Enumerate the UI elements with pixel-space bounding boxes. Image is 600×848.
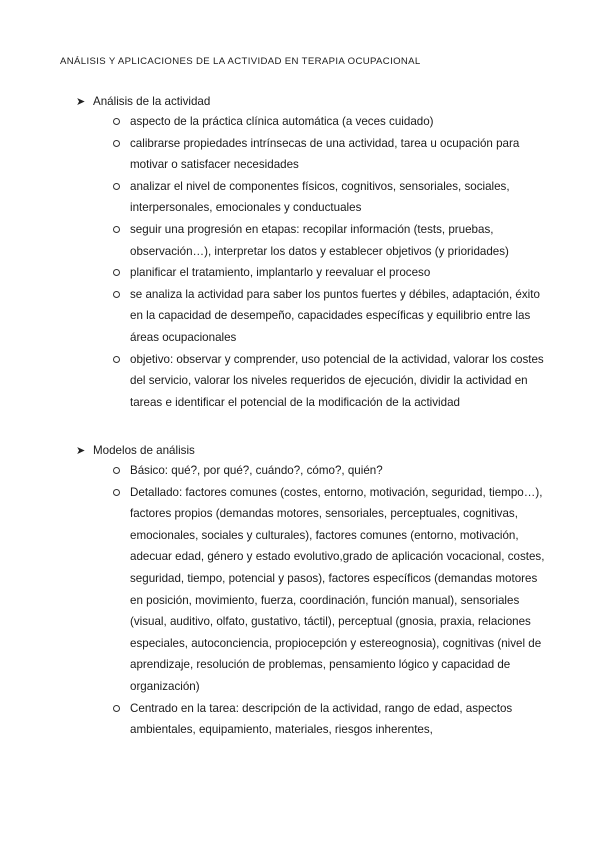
document-title: ANÁLISIS Y APLICACIONES DE LA ACTIVIDAD EN TERAPIA OCUPACIONAL [60,56,421,67]
circle-bullet-icon [113,118,120,125]
circle-bullet-icon [113,140,120,147]
list-item: seguir una progresión en etapas: recopilar información (tests, pruebas, observación…), interpretar los datos y establecer objetivos (y prioridades) [76,219,546,262]
section-activity-analysis [76,91,546,413]
circle-bullet-icon [113,269,120,276]
circle-bullet-icon [113,291,120,298]
list-item: analizar el nivel de componentes físicos, cognitivos, sensoriales, sociales, interpersonales, emocionales y conductuales [76,176,546,219]
list-item: aspecto de la práctica clínica automática (a veces cuidado) [76,111,546,133]
list-item: calibrarse propiedades intrínsecas de una actividad, tarea u ocupación para motivar o satisfacer necesidades [76,133,546,176]
section-heading [76,440,546,460]
section-heading [76,91,546,111]
list-item: objetivo: observar y comprender, uso potencial de la actividad, valorar los costes del servicio, valorar los niveles requeridos de ejecución, dividir la actividad en tareas e identificar el potencial de la modificación de la actividad [76,349,546,414]
circle-bullet-icon [113,489,120,496]
list-item: se analiza la actividad para saber los puntos fuertes y débiles, adaptación, éxito en la capacidad de desempeño, capacidades específicas y equilibrio entre las áreas ocupacionales [76,284,546,349]
arrow-bullet-icon: ➤ [76,444,86,457]
circle-bullet-icon [113,226,120,233]
section-heading-text: Análisis de la actividad [93,94,211,108]
section-analysis-models [76,440,546,741]
section-heading-text: Modelos de análisis [93,443,195,457]
circle-bullet-icon [113,705,120,712]
list-item: Centrado en la tarea: descripción de la actividad, rango de edad, aspectos ambientales, equipamiento, materiales, riesgos inherentes, [76,698,546,741]
circle-bullet-icon [113,183,120,190]
item-list [76,460,546,741]
circle-bullet-icon [113,467,120,474]
list-item: Detallado: factores comunes (costes, entorno, motivación, seguridad, tiempo…), factores propios (demandas motores, sensoriales, perceptuales, cognitivas, emocionales, sociales y culturales), factores comunes (entorno, motivación, adecuar edad, género y estado evolutivo,grado de aplicación vocacional, costes, seguridad, tiempo, potencial y pasos), factores específicos (demandas motores en posición, movimiento, fuerza, coordinación, función manual), sensoriales (visual, auditivo, olfato, gustativo, táctil), perceptual (gnosia, praxia, relaciones especiales, autoconciencia, propiocepción y estereognosia), cognitivas (nivel de aprendizaje, resolución de problemas, pensamiento lógico y capacidad de organización) [76,482,546,698]
list-item: Básico: qué?, por qué?, cuándo?, cómo?, quién? [76,460,546,482]
list-item: planificar el tratamiento, implantarlo y reevaluar el proceso [76,262,546,284]
item-list [76,111,546,413]
arrow-bullet-icon: ➤ [76,95,86,108]
circle-bullet-icon [113,356,120,363]
